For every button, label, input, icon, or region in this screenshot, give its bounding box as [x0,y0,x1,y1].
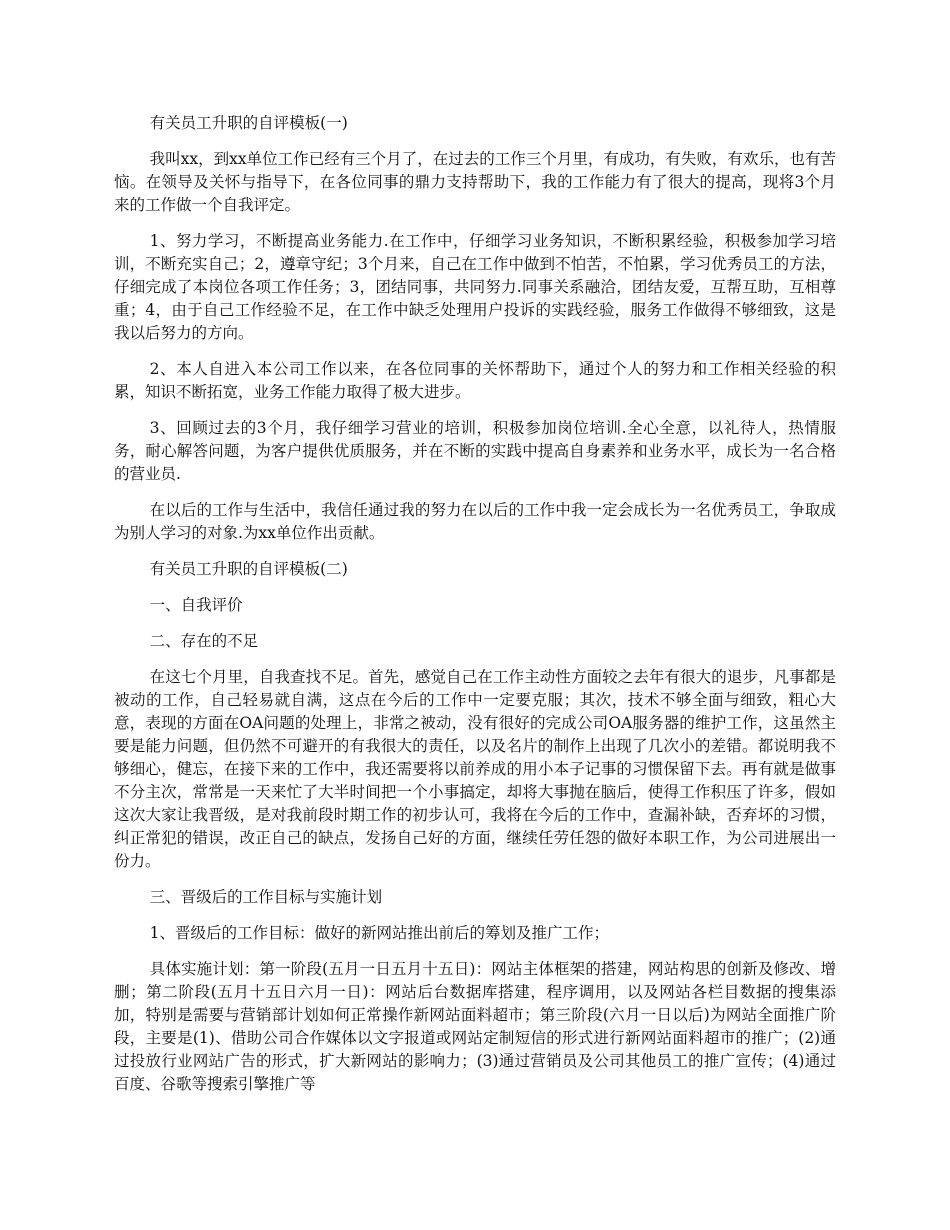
section-title-1: 有关员工升职的自评模板(一) [149,114,348,132]
paragraph-point-3: 3、回顾过去的3个月，我仔细学习营业的培训，积极参加岗位培训.全心全意，以礼待人，热情服务，耐心解答问题，为客户提供优质服务，并在不断的实践中提高自身素养和业务水平，成长为一名合格的营业员. [114,419,836,483]
paragraph-intro: 我叫xx，到xx单位工作已经有三个月了，在过去的工作三个月里，有成功，有失败，有欢乐，也有苦恼。在领导及关怀与指导下，在各位同事的鼎力支持帮助下，我的工作能力有了很大的提高，现将3个月来的工作做一个自我评定。 [114,150,836,214]
paragraph-shortcomings: 在这七个月里，自我查找不足。首先，感觉自己在工作主动性方面较之去年有很大的退步，凡事都是被动的工作，自己轻易就自满，这点在今后的工作中一定要克服；其次，技术不够全面与细致，粗心大意，表现的方面在OA问题的处理上，非常之被动，没有很好的完成公司OA服务器的维护工作，这虽然主要是能力问题，但仍然不可避开的有我很大的责任，以及名片的制作上出现了几次小的差错。都说明我不够细心，健忘，在接下来的工作中，我还需要将以前养成的用小本子记事的习惯保留下去。再有就是做事不分主次，常常是一天来忙了大半时间把一个小事搞定，却将大事抛在脑后，使得工作积压了许多，假如这次大家让我晋级，是对我前段时期工作的初步认可，我将在今后的工作中，查漏补缺，否弃坏的习惯，纠正常犯的错误，改正自己的缺点，发扬自己好的方面，继续任劳任怨的做好本职工作，为公司进展出一份力。 [114,668,836,870]
paragraph-point-2: 2、本人自进入本公司工作以来，在各位同事的关怀帮助下，通过个人的努力和工作相关经验的积累，知识不断拓宽，业务工作能力取得了极大进步。 [114,360,836,401]
document-page [114,112,836,1109]
paragraph-implementation-plan: 具体实施计划：第一阶段(五月一日五月十五日)：网站主体框架的搭建，网站构思的创新及修改、增删；第二阶段(五月十五日六月一日)：网站后台数据库搭建，程序调用，以及网站各栏目数据的搜集添加，特别是需要与营销部计划如何正常操作新网站面料超市；第三阶段(六月一日以后)为网站全面推广阶段，主要是(1)、借助公司合作媒体以文字报道或网站定制短信的形式进行新网站面料超市的推广；(2)通过投放行业网站广告的形式，扩大新网站的影响力；(3)通过营销员及公司其他员工的推广宣传；(4)通过百度、谷歌等搜索引擎推广等 [114,960,836,1093]
paragraph-conclusion: 在以后的工作与生活中，我信任通过我的努力在以后的工作中我一定会成长为一名优秀员工，争取成为别人学习的对象.为xx单位作出贡献。 [114,501,836,542]
paragraph-point-1: 1、努力学习，不断提高业务能力.在工作中，仔细学习业务知识，不断积累经验，积极参加学习培训，不断充实自己；2，遵章守纪；3个月来，自己在工作中做到不怕苦，不怕累，学习优秀员工的方法，仔细完成了本岗位各项工作任务；3，团结同事，共同努力.同事关系融洽，团结友爱，互帮互助，互相尊重；4，由于自己工作经验不足，在工作中缺乏处理用户投诉的实践经验，服务工作做得不够细致，这是我以后努力的方向。 [114,232,836,342]
paragraph-goal: 1、晋级后的工作目标：做好的新网站推出前后的筹划及推广工作； [149,924,610,942]
subheading-goals-plan: 三、晋级后的工作目标与实施计划 [149,888,383,906]
subheading-self-evaluation: 一、自我评价 [149,596,243,614]
subheading-shortcomings: 二、存在的不足 [149,632,259,650]
section-title-2: 有关员工升职的自评模板(二) [149,560,348,578]
